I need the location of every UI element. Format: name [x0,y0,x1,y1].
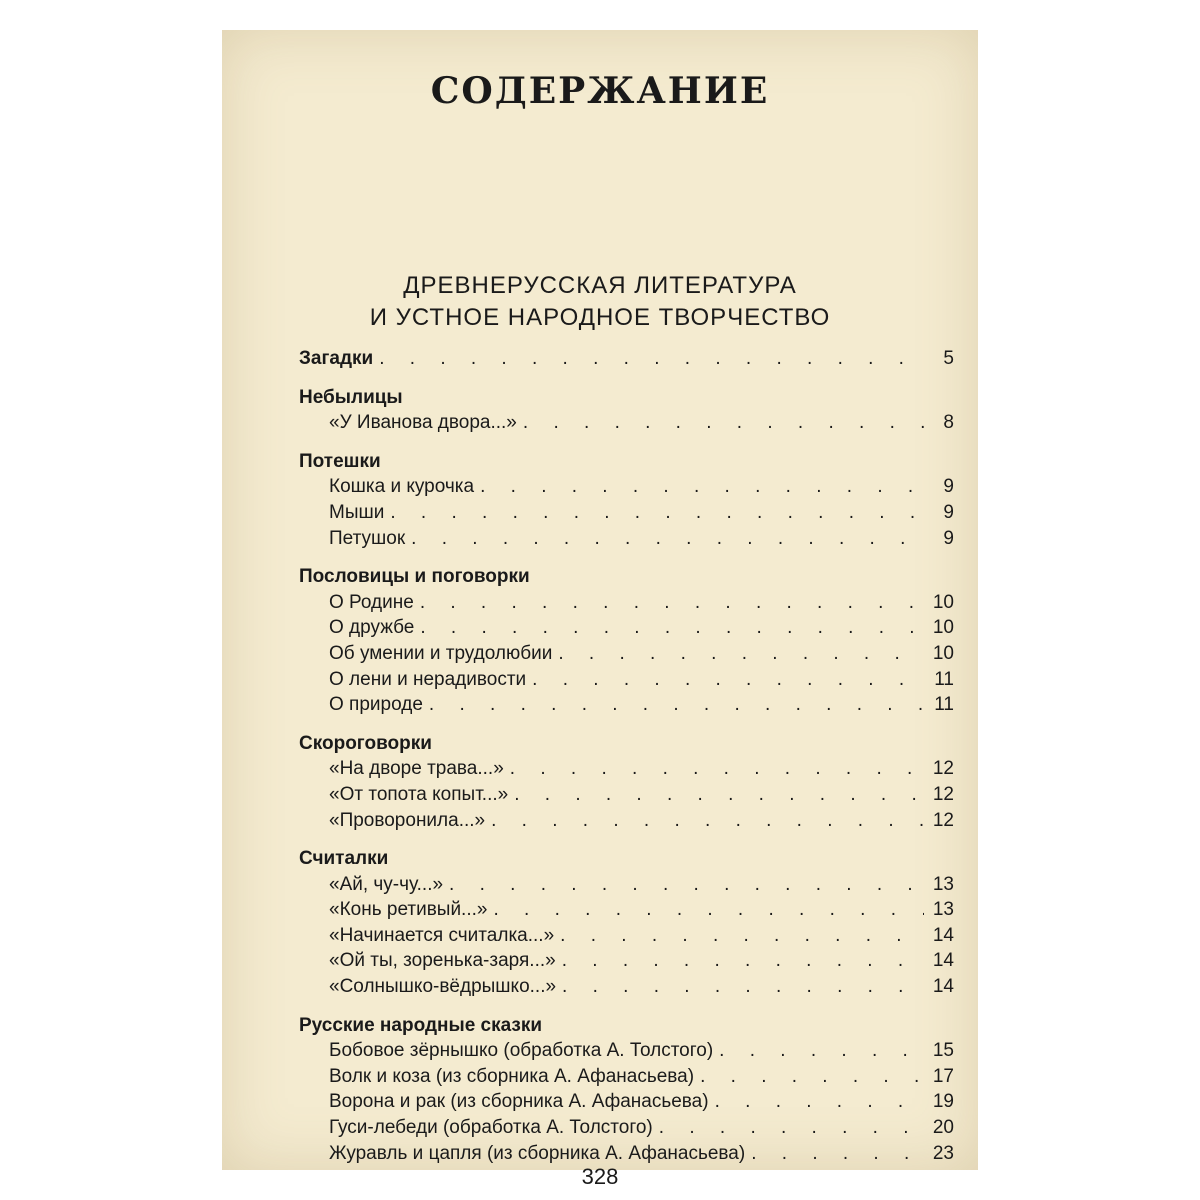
toc-entry-title: Об умении и трудолюбии [329,642,553,664]
toc-section-heading [299,846,954,872]
dot-leader [423,692,924,718]
toc-page-number: 14 [932,950,954,972]
dot-leader [508,782,924,808]
table-of-contents [299,346,954,1166]
toc-entry-title: «Ай, чу-чу...» [329,873,444,895]
section-heading-line-2: И УСТНОЕ НАРОДНОЕ ТВОРЧЕСТВО [369,304,831,331]
toc-entry-title: Кошка и курочка [329,476,475,498]
toc-page-number: 10 [932,591,954,613]
toc-entry [299,1115,954,1141]
section-heading [222,270,978,334]
toc-entry-title: Журавль и цапля (из сборника А. Афанасьева) [329,1142,746,1164]
dot-leader [474,474,924,500]
toc-entry [299,410,954,436]
dot-leader [405,526,924,552]
dot-leader [414,615,924,641]
toc-entry-title: «На дворе трава...» [329,758,504,780]
toc-entry [299,474,954,500]
toc-entry-title: «Конь ретивый...» [329,899,488,921]
toc-page-number: 5 [943,348,954,369]
toc-entry-title: О природе [329,694,423,716]
toc-section-heading [299,346,954,372]
dot-leader [554,923,924,949]
toc-entry [299,667,954,693]
toc-section-title: Считалки [299,848,389,870]
toc-entry [299,692,954,718]
book-page [222,30,978,1189]
section-heading-line-1: ДРЕВНЕРУССКАЯ ЛИТЕРАТУРА [403,272,797,299]
dot-leader [653,1115,924,1141]
toc-entry [299,948,954,974]
toc-entry [299,1089,954,1115]
dot-leader [709,1089,924,1115]
toc-section-heading [299,564,954,590]
toc-entry-title: «Ой ты, зоренька-заря...» [329,950,556,972]
toc-entry [299,1038,954,1064]
toc-section-heading [299,385,954,411]
toc-page-number: 9 [943,527,954,549]
toc-entry [299,1064,954,1090]
dot-leader [713,1038,924,1064]
toc-entry-title: О лени и нерадивости [329,668,527,690]
toc-entry [299,1141,954,1167]
toc-page-number: 15 [932,1040,954,1062]
toc-section-heading [299,1013,954,1039]
toc-entry [299,897,954,923]
toc-section-title: Загадки [299,348,374,369]
toc-page-number: 11 [934,694,954,716]
toc-page-number: 10 [932,642,954,664]
toc-section-title: Потешки [299,450,381,472]
toc-entry-title: «Проворонила...» [329,809,486,831]
toc-page-number: 12 [932,783,954,805]
dot-leader [552,641,924,667]
toc-section-title: Скороговорки [299,732,432,754]
toc-entry [299,872,954,898]
toc-entry [299,641,954,667]
toc-entry-title: Ворона и рак (из сборника А. Афанасьева) [329,1091,709,1113]
toc-entry-title: Мыши [329,501,385,523]
toc-entry-title: Волк и коза (из сборника А. Афанасьева) [329,1065,695,1087]
toc-page-number: 17 [932,1065,954,1087]
toc-entry-title: «Солнышко-вёдрышко...» [329,976,557,998]
toc-section-title: Пословицы и поговорки [299,566,530,588]
toc-page-number: 9 [943,501,954,523]
dot-leader [556,948,924,974]
dot-leader [694,1064,924,1090]
toc-page-number: 12 [932,758,954,780]
dot-leader [745,1141,924,1167]
toc-section-heading [299,449,954,475]
toc-entry-title: «От топота копыт...» [329,783,509,805]
toc-entry [299,756,954,782]
dot-leader [487,897,924,923]
toc-page-number: 14 [932,924,954,946]
toc-page-number: 14 [932,976,954,998]
toc-section-title: Небылицы [299,386,403,408]
dot-leader [504,756,924,782]
toc-entry [299,615,954,641]
toc-page-number: 10 [932,617,954,639]
toc-entry [299,590,954,616]
page-number: 328 [581,1164,619,1189]
toc-section-heading [299,731,954,757]
toc-entry-title: Бобовое зёрнышко (обработка А. Толстого) [329,1040,714,1062]
dot-leader [384,500,924,526]
toc-entry [299,923,954,949]
toc-page-number: 13 [932,873,954,895]
dot-leader [443,872,924,898]
toc-entry-title: Петушок [329,527,406,549]
dot-leader [517,410,924,436]
toc-entry-title: О дружбе [329,617,415,639]
toc-page-number: 13 [932,899,954,921]
toc-entry [299,526,954,552]
toc-entry [299,974,954,1000]
dot-leader [373,346,924,372]
toc-entry-title: «У Иванова двора...» [329,412,517,434]
toc-page-number: 20 [932,1117,954,1139]
toc-page-number: 12 [932,809,954,831]
toc-entry [299,782,954,808]
dot-leader [526,667,924,693]
toc-entry [299,500,954,526]
toc-section-title: Русские народные сказки [299,1014,543,1036]
dot-leader [414,590,924,616]
toc-entry-title: Гуси-лебеди (обработка А. Толстого) [329,1117,653,1139]
dot-leader [556,974,924,1000]
toc-page-number: 8 [943,412,954,434]
toc-page-number: 19 [932,1091,954,1113]
toc-page-number: 11 [934,668,954,690]
toc-entry [299,808,954,834]
toc-page-number: 23 [932,1142,954,1164]
toc-entry-title: «Начинается считалка...» [329,924,555,946]
toc-entry-title: О Родине [329,591,414,613]
page-title: СОДЕРЖАНИЕ [430,70,770,112]
toc-page-number: 9 [943,476,954,498]
dot-leader [485,808,924,834]
